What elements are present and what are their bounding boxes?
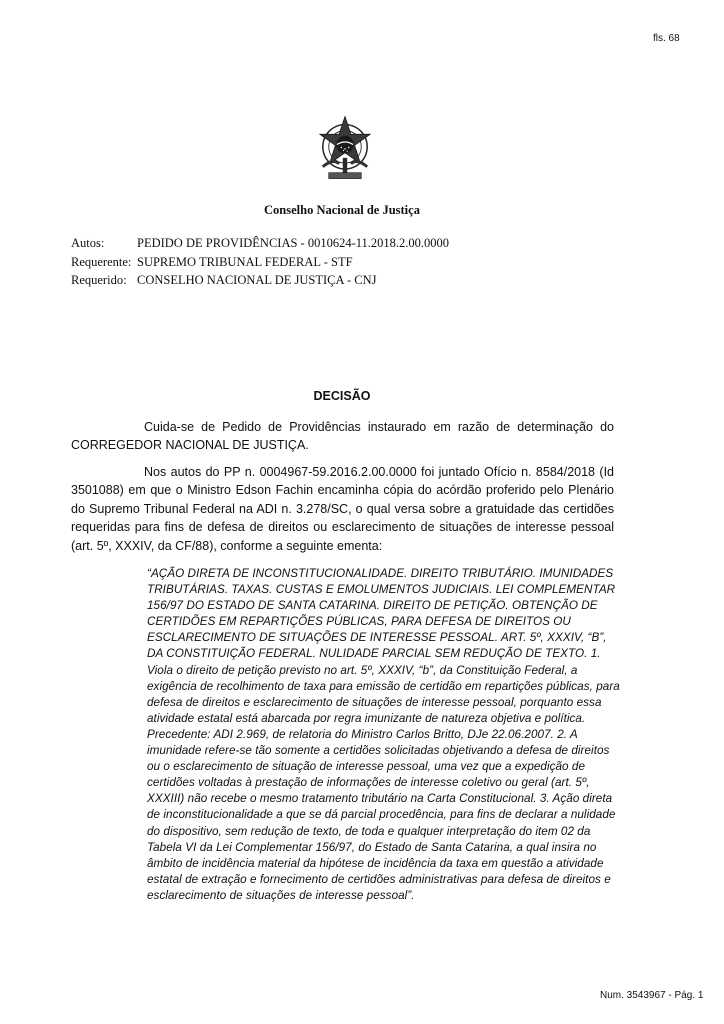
- paragraph-text: Nos autos do PP n. 0004967-59.2016.2.00.0000 foi juntado Ofício n. 8584/2018 (Id 3501088) em que o Ministro Edson Fachin encaminha cópia do acórdão proferido pelo Plenário do Supremo Tribunal Federal na ADI n. 3.278/SC, o qual versa sobre a gratuidade das certidões requeridas para fins de defesa de direitos ou esclarecimento de situações de interesse pessoal (art. 5º, XXXIV, da CF/88), conforme a seguinte ementa:: [71, 465, 614, 553]
- document-title: DECISÃO: [313, 389, 371, 403]
- paragraph-text: Cuida-se de Pedido de Providências instaurado em razão de determinação do CORREGEDOR NACIONAL DE JUSTIÇA.: [71, 420, 614, 453]
- paragraph-1: [71, 418, 614, 455]
- party-row-autos: [71, 234, 449, 253]
- organization-name: Conselho Nacional de Justiça: [264, 203, 420, 217]
- ementa-quote: “AÇÃO DIRETA DE INCONSTITUCIONALIDADE. DIREITO TRIBUTÁRIO. IMUNIDADES TRIBUTÁRIAS. TAXAS. CUSTAS E EMOLUMENTOS JUDICIAIS. LEI COMPLEMENTAR 156/97 DO ESTADO DE SANTA CATARINA. DIREITO DE PETIÇÃO. OBTENÇÃO DE CERTIDÕES EM REPARTIÇÕES PÚBLICAS, PARA DEFESA DE DIREITOS OU ESCLARECIMENTO DE SITUAÇÕES DE INTERESSE PESSOAL. ART. 5º, XXXIV, “B”, DA CONSTITUIÇÃO FEDERAL. NULIDADE PARCIAL SEM REDUÇÃO DE TEXTO. 1. Viola o direito de petição previsto no art. 5º, XXXIV, “b”, da Constituição Federal, a exigência de recolhimento de taxa para emissão de certidão em repartições públicas, para defesa de direitos e esclarecimento de situações de interesse pessoal, porquanto essa atividade estatal está abarcada por regra imunizante de natureza objetiva e política. Precedente: ADI 2.969, de relatoria do Ministro Carlos Britto, DJe 22.06.2007. 2. A imunidade refere-se tão somente a certidões solicitadas objetivando a defesa de direitos ou o esclarecimento de situação de interesse pessoal, uma vez que a expedição de certidões voltadas à prestação de informações de interesse coletivo ou geral (art. 5º, XXXIII) não recebe o mesmo tratamento tributário na Carta Constitucional. 3. Ação direta de inconstitucionalidade a que se dá parcial procedência, para fins de declarar a nulidade do dispositivo, sem redução de texto, de toda e qualquer interpretação do item 02 da Tabela VI da Lei Complementar 156/97, do Estado de Santa Catarina, a qual insira no âmbito de incidência material da hipótese de incidência da taxa em questão a atividade estatal de extração e fornecimento de certidões administrativas para defesa de direitos e esclarecimento de situações de interesse pessoal”.: [147, 567, 620, 902]
- paragraph-2: [71, 463, 614, 555]
- page-reference: Num. 3543967 - Pág. 1: [600, 990, 704, 1001]
- party-value: CONSELHO NACIONAL DE JUSTIÇA - CNJ: [137, 273, 377, 287]
- party-row-requerente: [71, 253, 449, 272]
- party-label: Requerente:: [71, 254, 132, 269]
- folio-number: fls. 68: [653, 33, 680, 44]
- case-parties: [71, 234, 449, 290]
- party-value: PEDIDO DE PROVIDÊNCIAS - 0010624-11.2018.2.00.0000: [137, 236, 450, 250]
- party-label: Requerido:: [71, 273, 127, 287]
- party-row-requerido: [71, 271, 449, 290]
- coat-of-arms-icon: [308, 112, 382, 186]
- party-label: Autos:: [71, 236, 105, 250]
- party-value: SUPREMO TRIBUNAL FEDERAL - STF: [137, 254, 353, 269]
